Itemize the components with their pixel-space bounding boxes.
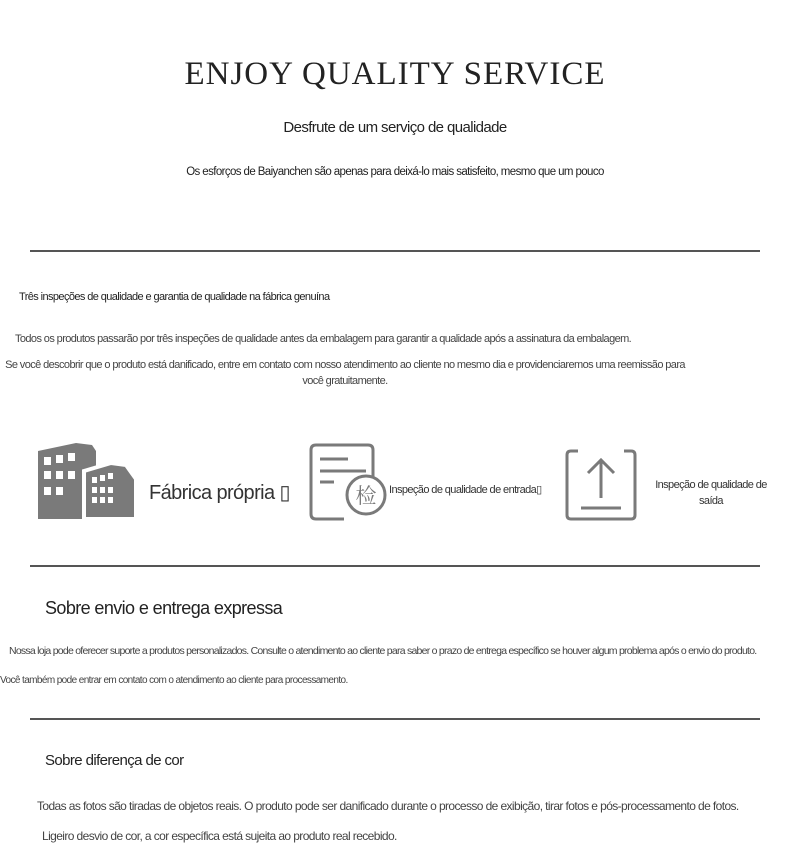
feature-label-incoming: Inspeção de qualidade de entrada▯ <box>389 484 542 496</box>
inspection-heading: Três inspeções de qualidade e garantia de qualidade na fábrica genuína <box>19 291 330 303</box>
divider <box>30 250 760 252</box>
divider <box>30 565 760 567</box>
color-paragraph-1: Todas as fotos são tiradas de objetos reais. O produto pode ser danificado durante o processo de exibição, tirar fotos e pós-processamento de fotos. <box>37 799 739 813</box>
page-subtitle: Desfrute de um serviço de qualidade <box>283 119 507 136</box>
upload-icon <box>564 448 638 522</box>
color-heading: Sobre diferença de cor <box>45 752 184 769</box>
inspection-paragraph-2: Se você descobrir que o produto está danificado, entre em contato com nosso atendimento ao cliente no mesmo dia e providenciaremos uma reemissão para você gratuitamente. <box>5 359 685 387</box>
factory-icon <box>36 441 138 521</box>
svg-text:检: 检 <box>355 484 377 508</box>
lead-text: Os esforços de Baiyanchen são apenas para deixá-lo mais satisfeito, mesmo que um pouco <box>186 166 604 178</box>
page-title: ENJOY QUALITY SERVICE <box>184 56 606 92</box>
feature-label-outgoing: Inspeção de qualidade de saída <box>655 479 767 507</box>
color-paragraph-2: Ligeiro desvio de cor, a cor específica está sujeita ao produto real recebido. <box>42 829 397 843</box>
shipping-paragraph-1: Nossa loja pode oferecer suporte a produtos personalizados. Consulte o atendimento ao cliente para saber o prazo de entrega específico se houver algum problema após o envio do produto. <box>9 645 757 657</box>
divider <box>30 718 760 720</box>
shipping-heading: Sobre envio e entrega expressa <box>45 598 283 618</box>
inspection-document-icon <box>308 443 388 523</box>
feature-label-factory: Fábrica própria ▯ <box>149 482 290 504</box>
inspection-paragraph-1: Todos os produtos passarão por três inspeções de qualidade antes da embalagem para garantir a qualidade após a assinatura da embalagem. <box>15 333 632 345</box>
shipping-paragraph-2: Você também pode entrar em contato com o atendimento ao cliente para processamento. <box>0 675 348 686</box>
